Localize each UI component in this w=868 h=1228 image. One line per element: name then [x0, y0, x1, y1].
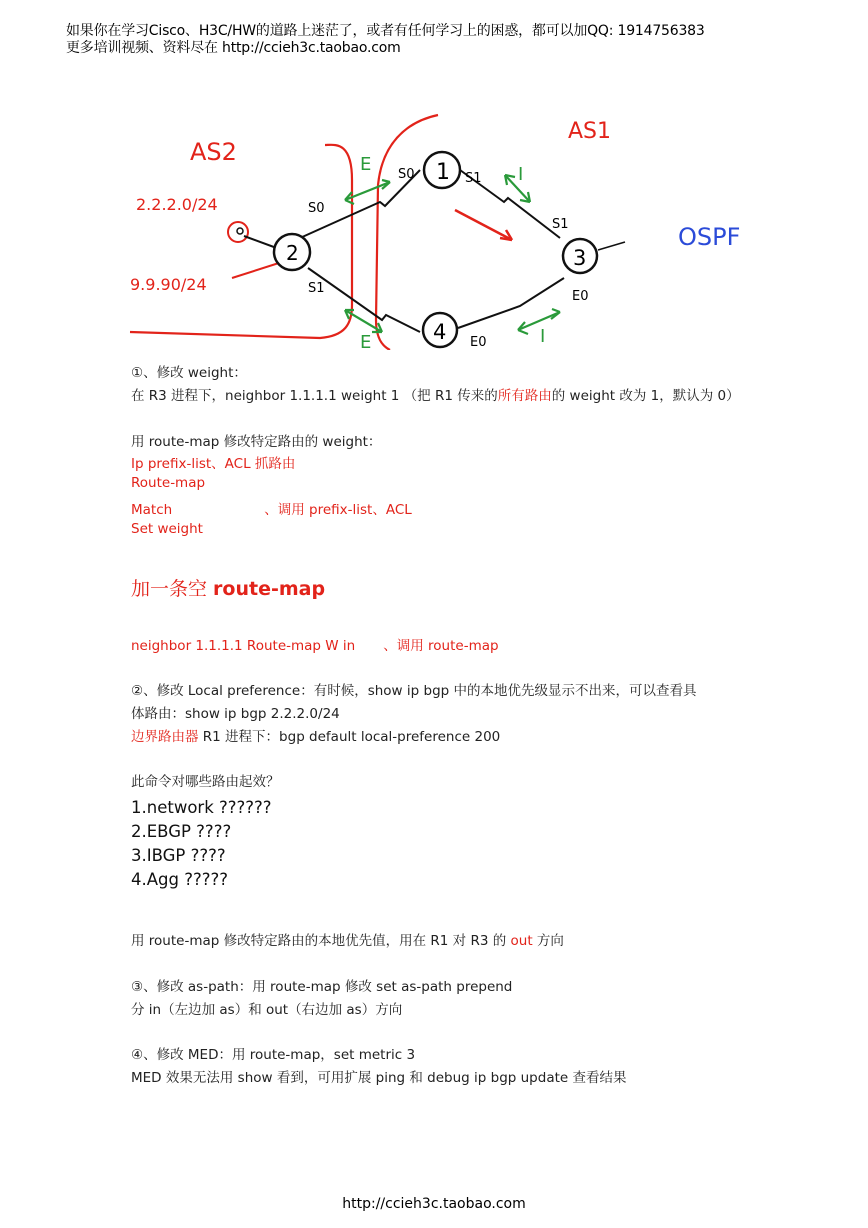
as2-label: AS2	[190, 138, 237, 166]
header-line-2: 更多培训视频、资料尽在 http://ccieh3c.taobao.com	[66, 40, 401, 56]
sec2-apply: 用 route-map 修改特定路由的本地优先值，用在 R1 对 R3 的 out 方向	[131, 933, 564, 949]
svg-text:I: I	[518, 164, 524, 185]
svg-text:1: 1	[436, 160, 450, 185]
svg-text:E0: E0	[470, 335, 487, 350]
svg-text:4: 4	[433, 320, 447, 344]
empty-routemap-cmd: neighbor 1.1.1.1 Route-map W in 、调用 route-map	[131, 638, 499, 654]
sec1-step-3: Match 、调用 prefix-list、ACL	[131, 502, 412, 518]
footer-link[interactable]: http://ccieh3c.taobao.com	[342, 1196, 526, 1212]
sec2-item-1: 1.network ??????	[131, 798, 272, 817]
svg-text:S1: S1	[552, 217, 569, 232]
svg-text:S0: S0	[308, 201, 325, 216]
sec2-item-3: 3.IBGP ????	[131, 846, 226, 865]
sec2-title-a: ②、修改 Local preference：有时候，show ip bgp 中的本地优先级显示不出来，可以查看具	[131, 683, 697, 699]
sec4-line-b: MED 效果无法用 show 看到，可用扩展 ping 和 debug ip bgp update 查看结果	[131, 1070, 627, 1086]
network-diagram	[120, 110, 760, 350]
sec2-border: 边界路由器 R1 进程下：bgp default local-preference 200	[131, 729, 501, 745]
svg-text:E0: E0	[572, 289, 589, 304]
sec3-line-b: 分 in（左边加 as）和 out（右边加 as）方向	[131, 1002, 403, 1018]
sec1-step-2: Route-map	[131, 475, 206, 491]
header-line-1: 如果你在学习Cisco、H3C/HW的道路上迷茫了，或者有任何学习上的困惑，都可以加QQ: 1914756383	[66, 23, 705, 39]
loopback-icon	[228, 222, 248, 242]
as1-label: AS1	[568, 119, 612, 144]
svg-text:3: 3	[573, 246, 587, 270]
svg-text:S1: S1	[465, 171, 482, 186]
sec2-question: 此命令对哪些路由起效？	[131, 774, 280, 790]
svg-text:E: E	[360, 154, 372, 175]
sec1-step-4: Set weight	[131, 521, 203, 537]
empty-routemap-heading: 加一条空 route-map	[131, 578, 326, 600]
sec2-item-2: 2.EBGP ????	[131, 822, 232, 841]
sec2-title-b: 体路由：show ip bgp 2.2.2.0/24	[131, 706, 340, 722]
svg-text:S0: S0	[398, 167, 415, 182]
network-label-1: 2.2.2.0/24	[136, 195, 218, 214]
network-label-2: 9.9.90/24	[130, 275, 207, 294]
svg-text:I: I	[540, 326, 546, 347]
svg-text:2: 2	[286, 241, 299, 265]
svg-text:S1: S1	[308, 281, 325, 296]
svg-text:E: E	[360, 332, 372, 350]
sec3-line-a: ③、修改 as-path：用 route-map 修改 set as-path prepend	[131, 979, 513, 995]
sec4-line-a: ④、修改 MED：用 route-map，set metric 3	[131, 1047, 416, 1063]
sec1-step-1: Ip prefix-list、ACL 抓路由	[131, 456, 296, 472]
sec2-item-4: 4.Agg ?????	[131, 870, 229, 889]
sec1-line-b: 用 route-map 修改特定路由的 weight：	[131, 434, 382, 450]
sec1-title: ①、修改 weight：	[131, 365, 247, 381]
sec1-line-a: 在 R3 进程下，neighbor 1.1.1.1 weight 1 （把 R1 传来的所有路由的 weight 改为 1，默认为 0）	[131, 388, 740, 404]
ospf-label: OSPF	[678, 223, 741, 251]
